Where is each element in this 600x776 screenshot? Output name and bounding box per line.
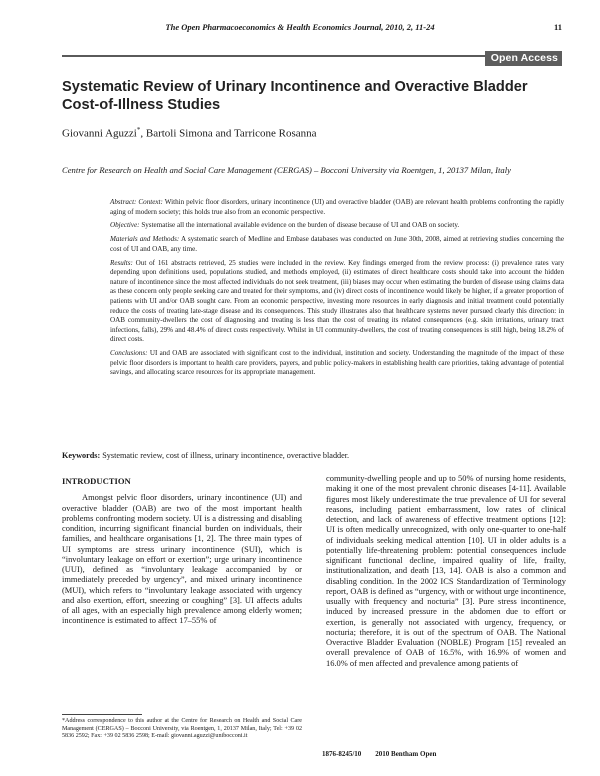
- section-heading-introduction: INTRODUCTION: [62, 476, 131, 486]
- intro-paragraph: Amongst pelvic floor disorders, urinary incontinence (UI) and overactive bladder (OAB) are two of the most important health problems confronting modern society. UI is a distressing and disabling condition, incurring significant financial burden on individuals, their families, and healthcare organisations [1, 2]. The three main types of UI symptoms are stress urinary incontinence (SUI), which is “involuntary leakage on effort or exertion”; urge urinary incontinence (UUI), defined as “involuntary leakage accompanied by or immediately preceded by urgency”, and mixed urinary incontinence (MUI), which refers to “involuntary leakage associated with urgency and also exertion, effort, sneezing or coughing” [3]. UI affects adults of all ages, with an especially high prevalence among elderly women; incontinence is estimated to affect 17–55% of: [62, 492, 302, 626]
- right-column: [326, 473, 566, 668]
- objective-text: Systematise all the international available evidence on the burden of disease because of UI and OAB on society.: [139, 221, 460, 230]
- open-access-badge: Open Access: [485, 51, 562, 66]
- objective-label: Objective:: [110, 221, 140, 230]
- article-title: Systematic Review of Urinary Incontinence and Overactive Bladder Cost-of-Illness Studies: [62, 79, 528, 113]
- author-line: [62, 126, 317, 140]
- methods-text: A systematic search of Medline and Embase databases was conducted on June 30th, 2008, aimed at retrieving studies concerning the cost of UI and OAB, any time.: [110, 235, 564, 253]
- page-footer: [322, 750, 450, 758]
- intro-paragraph-continued: community-dwelling people and up to 50% of nursing home residents, making it one of the most prevalent chronic diseases [4-11]. Available figures most likely underestimate the true prevalence of UI for several reasons, including patient embarrassment, low rates of clinical detection, and lack of awareness of effective treatment options [12]: UI is often medically unrecognized, with only one-quarter to one-half of individuals seeking medical attention [10]. UI in older adults is a potentially life-threatening problem: potential consequences include significant functional decline, impaired quality of life, frailty, institutionalization, and death [13, 14]. OAB is also a common and disabling condition. In the 2002 ICS Standardization of Terminology report, OAB is defined as “urgency, with or without urge incontinence, usually with frequency and nocturia” [3]. Pure stress incontinence, induced by increased pressure in the abdomen due to effort or exertion, is generally not associated with urgency, frequency, or nocturia; therefore, it is out of the spectrum of OAB. The National Overactive Bladder Evaluation (NOBLE) Program [15] revealed an overall prevalence of OAB of 16.5%, with 16.9% of women and 16.0% of men affected and prevalence among patients of: [326, 473, 566, 668]
- keywords: [62, 451, 567, 460]
- results-label: Results:: [110, 258, 133, 267]
- methods-label: Materials and Methods:: [110, 235, 180, 244]
- corresponding-author: Giovanni Aguzzi: [62, 127, 137, 140]
- keywords-label: Keywords:: [62, 451, 101, 460]
- issn: 1876-8245/10: [322, 750, 362, 758]
- correspondence-mark: *: [136, 126, 141, 134]
- co-authors: , Bartoli Simona and Tarricone Rosanna: [140, 127, 317, 140]
- publisher: 2010 Bentham Open: [375, 750, 437, 758]
- context-text: Within pelvic floor disorders, urinary incontinence (UI) and overactive bladder (OAB) are relevant health problems confronting the rapidly aging of modern society; this holds true also from an economic perspective.: [110, 198, 564, 216]
- conclusions-text: UI and OAB are associated with significant cost to the individual, institution and society. Understanding the magnitude of the impact of these pelvic floor disorders is important to health care providers, payers, and public policy-makers in establishing health care priorities, taking advantage of potential savings, and allocating scarce resources for its appropriate management.: [110, 349, 564, 377]
- left-column: [62, 476, 302, 626]
- context-label: Abstract: Context:: [110, 198, 163, 206]
- abstract-conclusions: [110, 349, 564, 378]
- conclusions-label: Conclusions:: [110, 349, 148, 358]
- keywords-text: Systematic review, cost of illness, urinary incontinence, overactive bladder.: [100, 451, 350, 460]
- abstract: [110, 198, 564, 382]
- abstract-results: [110, 259, 564, 345]
- abstract-context: [110, 198, 564, 217]
- running-head: The Open Pharmacoeconomics & Health Economics Journal, 2010, 2, 11-24: [165, 22, 435, 32]
- abstract-methods: [110, 235, 564, 254]
- results-text: Out of 161 abstracts retrieved, 25 studies were included in the review. Key findings emerged from the review process: (i) prevalence rates vary depending upon definitions used, populations studied, and methods employed, (ii) estimates of direct healthcare costs should take into account the hidden nature of incontinence since the most affected individuals do not seek treatment, (iii) biases may occur when estimating the burden of disease using claims data as these concern only people seeking care and treated for their symptoms, and (iv) direct costs of incontinence would likely be higher, if a greater proportion of patients with UI and/or OAB sought care. From an economic perspective, investing more resources in early diagnosis and initial treatment could potentially reduce the costs of treating late-stage disease and its consequences. This study illustrates also that healthcare systems never pursued clearly this direction: in OAB community-dwellers the cost of diagnosing and treating is less than the cost of treating its related consequences (e.g. skin irritations, urinary tract infections, falls), 29% and 48.4% of direct costs respectively. Whilst in UI community-dwellers, the cost of treating consequences is still high, being 18.2% of direct costs.: [110, 258, 564, 344]
- correspondence-footnote: *Address correspondence to this author at the Centre for Research on Health and Social Care Management (CERGAS) – Bocconi University, via Roentgen, 1, 20137 Milan, Italy; Tel: +39 02 5836 2592; Fax: +39 02 5836 2598; E-mail: giovanni.aguzzi@unibocconi.it: [62, 718, 302, 740]
- affiliation: Centre for Research on Health and Social Care Management (CERGAS) – Bocconi University via Roentgen, 1, 20137 Milan, Italy: [62, 165, 511, 175]
- footnote-rule: [62, 714, 142, 715]
- abstract-objective: [110, 221, 564, 231]
- page-number: 11: [553, 22, 562, 32]
